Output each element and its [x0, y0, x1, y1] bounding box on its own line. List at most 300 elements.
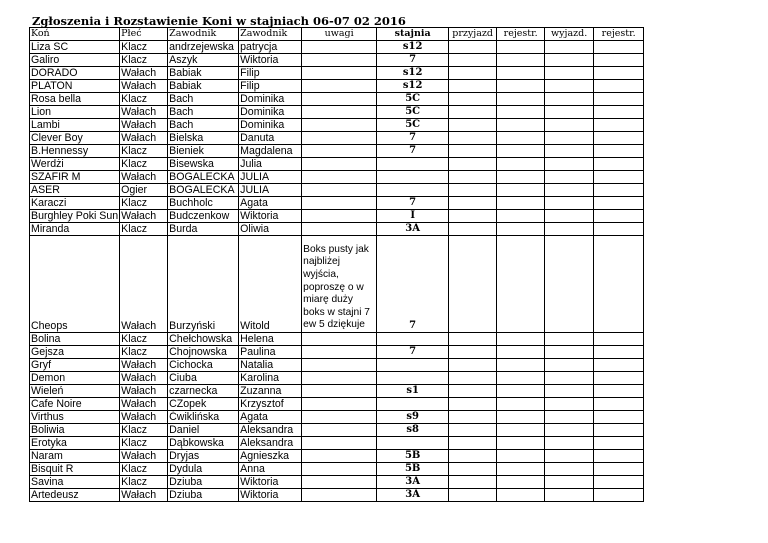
cell-uwagi: [302, 41, 377, 54]
cell-uwagi: [302, 385, 377, 398]
cell-uwagi: [302, 145, 377, 158]
cell-plec: Wałach: [120, 67, 168, 80]
cell-rejestr-przyjazd: [497, 385, 545, 398]
cell-rejestr-wyjazd: [594, 359, 644, 372]
cell-rejestr-przyjazd: [497, 197, 545, 210]
table-body: [30, 41, 644, 502]
cell-przyjazd: [449, 145, 497, 158]
cell-zawodnik-nazwisko: andrzejewska: [168, 41, 239, 54]
cell-zawodnik-imie: Dominika: [239, 106, 302, 119]
cell-stajnia: s1: [377, 385, 449, 398]
cell-plec: Wałach: [120, 398, 168, 411]
cell-plec: Wałach: [120, 80, 168, 93]
cell-przyjazd: [449, 93, 497, 106]
cell-stajnia: [377, 398, 449, 411]
cell-kon: Erotyka: [30, 437, 120, 450]
cell-plec: Wałach: [120, 236, 168, 333]
cell-rejestr-przyjazd: [497, 80, 545, 93]
table-row: [30, 236, 644, 333]
cell-rejestr-wyjazd: [594, 489, 644, 502]
table-row: [30, 372, 644, 385]
cell-rejestr-przyjazd: [497, 119, 545, 132]
header-plec: Płeć: [120, 28, 168, 41]
cell-przyjazd: [449, 184, 497, 197]
cell-plec: Wałach: [120, 119, 168, 132]
cell-wyjazd: [545, 398, 594, 411]
cell-stajnia: [377, 171, 449, 184]
cell-rejestr-przyjazd: [497, 236, 545, 333]
cell-stajnia: 5B: [377, 463, 449, 476]
table-row: [30, 476, 644, 489]
cell-zawodnik-imie: Julia: [239, 158, 302, 171]
cell-rejestr-przyjazd: [497, 411, 545, 424]
cell-stajnia: 3A: [377, 489, 449, 502]
cell-zawodnik-imie: Wiktoria: [239, 210, 302, 223]
cell-rejestr-przyjazd: [497, 372, 545, 385]
cell-rejestr-wyjazd: [594, 67, 644, 80]
cell-wyjazd: [545, 41, 594, 54]
cell-uwagi: [302, 171, 377, 184]
cell-zawodnik-nazwisko: Dryjas: [168, 450, 239, 463]
cell-kon: Bisquit R: [30, 463, 120, 476]
cell-stajnia: 7: [377, 346, 449, 359]
cell-rejestr-przyjazd: [497, 158, 545, 171]
cell-przyjazd: [449, 346, 497, 359]
cell-kon: Cheops: [30, 236, 120, 333]
table-row: [30, 80, 644, 93]
cell-stajnia: 3A: [377, 223, 449, 236]
cell-rejestr-przyjazd: [497, 106, 545, 119]
table-row: [30, 450, 644, 463]
cell-uwagi: [302, 54, 377, 67]
cell-rejestr-wyjazd: [594, 437, 644, 450]
cell-rejestr-wyjazd: [594, 398, 644, 411]
cell-wyjazd: [545, 372, 594, 385]
cell-uwagi: [302, 463, 377, 476]
cell-wyjazd: [545, 236, 594, 333]
cell-uwagi: [302, 132, 377, 145]
table-row: [30, 119, 644, 132]
cell-przyjazd: [449, 411, 497, 424]
cell-stajnia: 7: [377, 197, 449, 210]
cell-kon: Boliwia: [30, 424, 120, 437]
cell-wyjazd: [545, 132, 594, 145]
table-row: [30, 132, 644, 145]
cell-zawodnik-imie: Dominika: [239, 119, 302, 132]
cell-wyjazd: [545, 385, 594, 398]
cell-wyjazd: [545, 54, 594, 67]
table-row: [30, 359, 644, 372]
cell-stajnia: 7: [377, 132, 449, 145]
cell-wyjazd: [545, 106, 594, 119]
cell-uwagi: [302, 210, 377, 223]
cell-wyjazd: [545, 411, 594, 424]
cell-wyjazd: [545, 476, 594, 489]
cell-plec: Ogier: [120, 184, 168, 197]
cell-uwagi: [302, 398, 377, 411]
cell-przyjazd: [449, 197, 497, 210]
cell-zawodnik-nazwisko: Dąbkowska: [168, 437, 239, 450]
cell-stajnia: [377, 359, 449, 372]
cell-zawodnik-imie: Agnieszka: [239, 450, 302, 463]
cell-rejestr-przyjazd: [497, 41, 545, 54]
cell-plec: Wałach: [120, 359, 168, 372]
cell-rejestr-wyjazd: [594, 119, 644, 132]
table-row: [30, 489, 644, 502]
cell-uwagi: [302, 333, 377, 346]
cell-rejestr-wyjazd: [594, 54, 644, 67]
cell-kon: Miranda: [30, 223, 120, 236]
cell-rejestr-przyjazd: [497, 171, 545, 184]
cell-zawodnik-imie: Natalia: [239, 359, 302, 372]
cell-zawodnik-nazwisko: Dziuba: [168, 489, 239, 502]
cell-wyjazd: [545, 171, 594, 184]
cell-zawodnik-imie: JULIA: [239, 184, 302, 197]
cell-stajnia: s12: [377, 41, 449, 54]
table-row: [30, 41, 644, 54]
cell-uwagi: [302, 106, 377, 119]
cell-kon: Savina: [30, 476, 120, 489]
header-przyjazd: przyjazd: [449, 28, 497, 41]
cell-wyjazd: [545, 119, 594, 132]
cell-przyjazd: [449, 158, 497, 171]
cell-rejestr-przyjazd: [497, 476, 545, 489]
cell-zawodnik-nazwisko: Dydula: [168, 463, 239, 476]
cell-zawodnik-nazwisko: Buchholc: [168, 197, 239, 210]
cell-zawodnik-imie: Danuta: [239, 132, 302, 145]
cell-uwagi: [302, 67, 377, 80]
cell-rejestr-przyjazd: [497, 463, 545, 476]
cell-kon: Galiro: [30, 54, 120, 67]
cell-stajnia: 7: [377, 54, 449, 67]
cell-przyjazd: [449, 450, 497, 463]
cell-rejestr-przyjazd: [497, 359, 545, 372]
cell-kon: Karaczi: [30, 197, 120, 210]
cell-zawodnik-imie: Witold: [239, 236, 302, 333]
cell-plec: Klacz: [120, 54, 168, 67]
header-stajnia: stajnia: [377, 28, 449, 41]
cell-zawodnik-imie: Karolina: [239, 372, 302, 385]
cell-uwagi: [302, 437, 377, 450]
cell-uwagi: [302, 476, 377, 489]
cell-zawodnik-nazwisko: Ćwiklińska: [168, 411, 239, 424]
cell-przyjazd: [449, 41, 497, 54]
cell-rejestr-wyjazd: [594, 93, 644, 106]
registration-table: [29, 27, 644, 502]
cell-uwagi: [302, 424, 377, 437]
cell-kon: Naram: [30, 450, 120, 463]
cell-kon: Rosa bella: [30, 93, 120, 106]
cell-wyjazd: [545, 424, 594, 437]
cell-uwagi: [302, 80, 377, 93]
cell-przyjazd: [449, 385, 497, 398]
cell-rejestr-wyjazd: [594, 236, 644, 333]
cell-plec: Wałach: [120, 411, 168, 424]
cell-rejestr-wyjazd: [594, 333, 644, 346]
cell-uwagi: [302, 359, 377, 372]
cell-kon: SZAFIR M: [30, 171, 120, 184]
cell-przyjazd: [449, 437, 497, 450]
cell-zawodnik-nazwisko: Ciuba: [168, 372, 239, 385]
table-row: [30, 346, 644, 359]
cell-rejestr-wyjazd: [594, 80, 644, 93]
cell-stajnia: s9: [377, 411, 449, 424]
cell-zawodnik-nazwisko: Burzyński: [168, 236, 239, 333]
cell-rejestr-wyjazd: [594, 476, 644, 489]
cell-kon: Burghley Poki Sun: [31, 210, 119, 222]
cell-plec: Wałach: [120, 489, 168, 502]
cell-zawodnik-imie: Agata: [239, 197, 302, 210]
cell-zawodnik-imie: Wiktoria: [239, 476, 302, 489]
cell-stajnia: 7: [377, 236, 449, 333]
cell-zawodnik-imie: Oliwia: [239, 223, 302, 236]
cell-zawodnik-nazwisko: BOGALECKA: [168, 171, 239, 184]
cell-rejestr-wyjazd: [594, 197, 644, 210]
table-row: [30, 145, 644, 158]
cell-stajnia: [377, 333, 449, 346]
cell-stajnia: [377, 437, 449, 450]
table-row: [30, 411, 644, 424]
cell-rejestr-przyjazd: [497, 424, 545, 437]
cell-zawodnik-nazwisko: Bielska: [168, 132, 239, 145]
cell-rejestr-przyjazd: [497, 333, 545, 346]
table-row: [30, 67, 644, 80]
cell-plec: Klacz: [120, 463, 168, 476]
cell-rejestr-przyjazd: [497, 184, 545, 197]
cell-zawodnik-nazwisko: CZopek: [168, 398, 239, 411]
cell-uwagi: [302, 450, 377, 463]
cell-rejestr-wyjazd: [594, 132, 644, 145]
cell-plec: Wałach: [120, 106, 168, 119]
cell-przyjazd: [449, 372, 497, 385]
cell-rejestr-przyjazd: [497, 67, 545, 80]
cell-zawodnik-imie: Aleksandra: [239, 437, 302, 450]
cell-rejestr-przyjazd: [497, 489, 545, 502]
cell-zawodnik-nazwisko: Dziuba: [168, 476, 239, 489]
cell-rejestr-wyjazd: [594, 158, 644, 171]
cell-przyjazd: [449, 106, 497, 119]
cell-wyjazd: [545, 346, 594, 359]
cell-kon: Virthus: [30, 411, 120, 424]
table-row: [30, 158, 644, 171]
cell-zawodnik-imie: Paulina: [239, 346, 302, 359]
cell-przyjazd: [449, 476, 497, 489]
cell-przyjazd: [449, 489, 497, 502]
cell-zawodnik-imie: Wiktoria: [239, 54, 302, 67]
table-row: [30, 197, 644, 210]
cell-zawodnik-imie: Dominika: [239, 93, 302, 106]
table-row: [30, 54, 644, 67]
cell-plec: Klacz: [120, 41, 168, 54]
cell-wyjazd: [545, 158, 594, 171]
cell-rejestr-przyjazd: [497, 145, 545, 158]
table-row: [30, 437, 644, 450]
cell-plec: Klacz: [120, 223, 168, 236]
cell-uwagi: [302, 372, 377, 385]
cell-kon: Lion: [30, 106, 120, 119]
cell-kon: PLATON: [30, 80, 120, 93]
cell-zawodnik-nazwisko: Cichocka: [168, 359, 239, 372]
cell-zawodnik-imie: Filip: [239, 67, 302, 80]
table-row: [30, 385, 644, 398]
cell-uwagi: [302, 184, 377, 197]
cell-kon: B.Hennessy: [30, 145, 120, 158]
cell-kon: Wieleń: [30, 385, 120, 398]
cell-rejestr-wyjazd: [594, 41, 644, 54]
cell-przyjazd: [449, 80, 497, 93]
cell-wyjazd: [545, 223, 594, 236]
header-wyjazd: wyjazd.: [545, 28, 594, 41]
cell-zawodnik-nazwisko: Babiak: [168, 80, 239, 93]
cell-wyjazd: [545, 463, 594, 476]
cell-przyjazd: [449, 54, 497, 67]
table-row: [30, 463, 644, 476]
cell-zawodnik-nazwisko: Burda: [168, 223, 239, 236]
cell-przyjazd: [449, 223, 497, 236]
cell-wyjazd: [545, 145, 594, 158]
table-row: [30, 398, 644, 411]
cell-plec: Klacz: [120, 437, 168, 450]
table-row: [30, 171, 644, 184]
table-row: [30, 93, 644, 106]
cell-plec: Klacz: [120, 93, 168, 106]
cell-rejestr-przyjazd: [497, 398, 545, 411]
cell-uwagi: Boks pusty jak najbliżej wyjścia, poproszę o w miarę duży boks w stajni 7 ew 5 dziękuje: [302, 236, 377, 333]
cell-wyjazd: [545, 93, 594, 106]
cell-przyjazd: [449, 210, 497, 223]
cell-rejestr-przyjazd: [497, 450, 545, 463]
cell-zawodnik-imie: Krzysztof: [239, 398, 302, 411]
header-kon: Koń: [30, 28, 120, 41]
cell-kon: Cafe Noire: [30, 398, 120, 411]
cell-rejestr-wyjazd: [594, 223, 644, 236]
header-rejestr-przyjazd: rejestr.: [497, 28, 545, 41]
cell-zawodnik-imie: Helena: [239, 333, 302, 346]
table-row: [30, 184, 644, 197]
cell-kon: ASER: [30, 184, 120, 197]
cell-rejestr-przyjazd: [497, 210, 545, 223]
cell-kon: Artedeusz: [30, 489, 120, 502]
cell-zawodnik-nazwisko: Daniel: [168, 424, 239, 437]
cell-kon: Gejsza: [30, 346, 120, 359]
cell-przyjazd: [449, 424, 497, 437]
cell-stajnia: 3A: [377, 476, 449, 489]
cell-uwagi: [302, 489, 377, 502]
cell-stajnia: [377, 372, 449, 385]
cell-rejestr-wyjazd: [594, 184, 644, 197]
cell-stajnia: 5C: [377, 93, 449, 106]
cell-zawodnik-nazwisko: Bach: [168, 106, 239, 119]
cell-rejestr-przyjazd: [497, 54, 545, 67]
cell-kon: Lambi: [30, 119, 120, 132]
cell-zawodnik-imie: Anna: [239, 463, 302, 476]
cell-zawodnik-imie: patrycja: [239, 41, 302, 54]
cell-uwagi: [302, 158, 377, 171]
cell-zawodnik-nazwisko: Bach: [168, 93, 239, 106]
cell-uwagi: [302, 197, 377, 210]
cell-rejestr-wyjazd: [594, 463, 644, 476]
cell-plec: Wałach: [120, 385, 168, 398]
cell-wyjazd: [545, 80, 594, 93]
cell-stajnia: s12: [377, 80, 449, 93]
cell-rejestr-wyjazd: [594, 424, 644, 437]
cell-zawodnik-nazwisko: Chełchowska: [168, 333, 239, 346]
cell-rejestr-wyjazd: [594, 411, 644, 424]
cell-plec: Wałach: [120, 210, 168, 223]
cell-przyjazd: [449, 398, 497, 411]
cell-wyjazd: [545, 197, 594, 210]
cell-zawodnik-imie: Magdalena: [239, 145, 302, 158]
cell-przyjazd: [449, 236, 497, 333]
cell-plec: Klacz: [120, 158, 168, 171]
cell-przyjazd: [449, 359, 497, 372]
header-zawodnik-imie: Zawodnik: [239, 28, 302, 41]
cell-kon: Bolina: [30, 333, 120, 346]
cell-plec: Klacz: [120, 424, 168, 437]
cell-wyjazd: [545, 210, 594, 223]
cell-zawodnik-imie: Aleksandra: [239, 424, 302, 437]
table-row: [30, 210, 644, 223]
cell-stajnia: s8: [377, 424, 449, 437]
cell-uwagi: [302, 411, 377, 424]
cell-wyjazd: [545, 489, 594, 502]
cell-przyjazd: [449, 119, 497, 132]
cell-zawodnik-nazwisko: Bisewska: [168, 158, 239, 171]
cell-przyjazd: [449, 171, 497, 184]
cell-stajnia: [377, 158, 449, 171]
cell-zawodnik-nazwisko: Chojnowska: [168, 346, 239, 359]
cell-przyjazd: [449, 67, 497, 80]
cell-zawodnik-imie: Filip: [239, 80, 302, 93]
cell-wyjazd: [545, 184, 594, 197]
cell-kon: Clever Boy: [30, 132, 120, 145]
cell-kon: Demon: [30, 372, 120, 385]
table-header-row: [30, 28, 644, 41]
cell-stajnia: 5C: [377, 119, 449, 132]
cell-wyjazd: [545, 450, 594, 463]
cell-zawodnik-nazwisko: czarnecka: [168, 385, 239, 398]
cell-rejestr-przyjazd: [497, 132, 545, 145]
cell-stajnia: I: [377, 210, 449, 223]
cell-rejestr-wyjazd: [594, 145, 644, 158]
cell-zawodnik-nazwisko: BOGALECKA: [168, 184, 239, 197]
cell-rejestr-wyjazd: [594, 450, 644, 463]
cell-stajnia: 5C: [377, 106, 449, 119]
cell-wyjazd: [545, 437, 594, 450]
cell-plec: Klacz: [120, 476, 168, 489]
cell-przyjazd: [449, 132, 497, 145]
cell-plec: Wałach: [120, 372, 168, 385]
cell-zawodnik-imie: Agata: [239, 411, 302, 424]
cell-przyjazd: [449, 463, 497, 476]
cell-zawodnik-imie: Wiktoria: [239, 489, 302, 502]
cell-rejestr-wyjazd: [594, 171, 644, 184]
cell-rejestr-przyjazd: [497, 437, 545, 450]
cell-zawodnik-nazwisko: Budczenkow: [168, 210, 239, 223]
cell-rejestr-wyjazd: [594, 385, 644, 398]
cell-zawodnik-nazwisko: Babiak: [168, 67, 239, 80]
cell-rejestr-wyjazd: [594, 106, 644, 119]
cell-przyjazd: [449, 333, 497, 346]
cell-plec: Wałach: [120, 132, 168, 145]
cell-stajnia: s12: [377, 67, 449, 80]
cell-plec: Wałach: [120, 171, 168, 184]
cell-wyjazd: [545, 359, 594, 372]
cell-plec: Klacz: [120, 346, 168, 359]
cell-uwagi: [302, 223, 377, 236]
cell-zawodnik-nazwisko: Bach: [168, 119, 239, 132]
cell-wyjazd: [545, 333, 594, 346]
